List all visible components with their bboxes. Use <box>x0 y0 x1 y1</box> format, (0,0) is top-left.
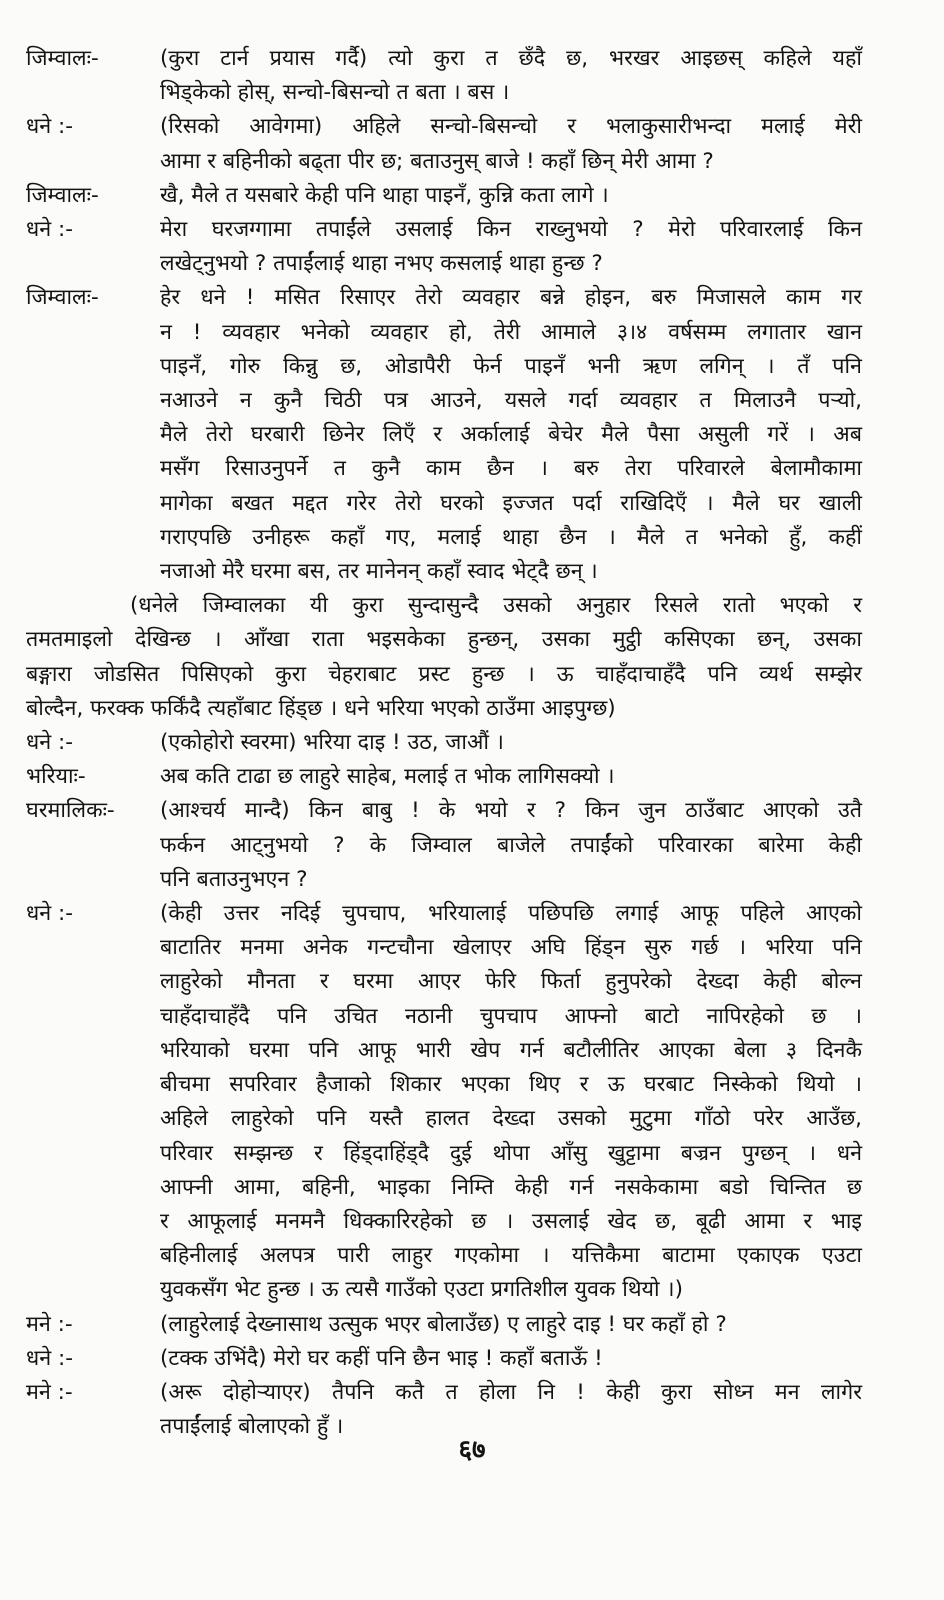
line-text: मसँग रिसाउनुपर्ने त कुनै काम छैन । बरु तेरा परिवारले बेलामौकामा <box>160 456 862 482</box>
speaker-name <box>26 487 160 521</box>
dialogue-line <box>26 760 862 794</box>
speaker-name <box>26 350 160 384</box>
dialogue-block <box>26 281 862 589</box>
speaker-name: धने :- <box>26 901 73 927</box>
dialogue-line <box>26 555 862 589</box>
line-text: (लाहुरेलाई देख्नासाथ उत्सुक भएर बोलाउँछ) ए लाहुरे दाइ ! घर कहाँ हो ? <box>160 1311 727 1337</box>
line-text: लाहुरेको मौनता र घरमा आएर फेरि फिर्ता हुनुपरेको देख्दा केही बोल्न <box>160 969 862 995</box>
line-text: बीचमा सपरिवार हैजाको शिकार भएका थिए र ऊ घरबाट निस्केको थियो । <box>160 1072 862 1098</box>
line-text: फर्कन आट्नुभयो ? के जिम्वाल बाजेले तपाईंको परिवारका बारेमा केही <box>160 832 862 858</box>
speaker-name <box>26 829 160 863</box>
line-text: न ! व्यवहार भनेको व्यवहार हो, तेरी आमाले ३।४ वर्षसम्म लगातार खान <box>160 319 862 345</box>
speaker-name <box>26 1205 160 1239</box>
direction-line: तमतमाइलो देखिन्छ । आँखा राता भइसकेका हुन्छन्, उसका मुट्ठी कसिएका छन्, उसका <box>26 627 862 653</box>
speaker-name <box>26 247 160 281</box>
line-text: लखेट्नुभयो ? तपाईंलाई थाहा नभए कसलाई थाहा हुन्छ ? <box>160 251 603 277</box>
line-text: नजाओ मेरै घरमा बस, तर मानेनन् कहाँ स्वाद भेट्दै छन् । <box>160 559 598 585</box>
dialogue-block <box>26 1308 862 1342</box>
dialogue-line <box>26 1000 862 1034</box>
speaker-name <box>26 1137 160 1171</box>
line-text: पनि बताउनुभएन ? <box>160 866 308 892</box>
dialogue-line <box>26 145 862 179</box>
line-text: मेरा घरजग्गामा तपाईंले उसलाई किन राख्नुभयो ? मेरो परिवारलाई किन <box>160 217 862 243</box>
speaker-name <box>26 555 160 589</box>
dialogue-line <box>26 247 862 281</box>
speaker-name: जिम्वालः- <box>26 46 99 71</box>
dialogue-block <box>26 760 862 794</box>
dialogue-line <box>26 965 862 999</box>
speaker-name: घरमालिकः- <box>26 798 115 824</box>
dialogue-line <box>26 897 862 931</box>
dialogue-line <box>26 179 862 213</box>
direction-line: (धनेले जिम्वालका यी कुरा सुन्दासुन्दै उसको अनुहार रिसले रातो भएको र <box>130 593 862 619</box>
line-text: आफ्नी आमा, बहिनी, भाइका निम्ति केही गर्न नसकेकामा बडो चिन्तित छ <box>160 1174 862 1200</box>
dialogue-block <box>26 110 862 178</box>
speaker-name <box>26 931 160 965</box>
speaker-name <box>26 452 160 486</box>
dialogue-line <box>26 418 862 452</box>
line-text: खै, मैले त यसबारे केही पनि थाहा पाइनँ, कुन्नि कता लागे । <box>160 182 609 208</box>
dialogue-line <box>26 487 862 521</box>
speaker-name <box>26 145 160 179</box>
speaker-name: धने :- <box>26 217 73 243</box>
dialogue-block <box>26 726 862 760</box>
speaker-name: धने :- <box>26 114 73 140</box>
dialogue-block <box>26 897 862 1307</box>
line-text: (केही उत्तर नदिई चुपचाप, भरियालाई पछिपछि लगाई आफू पहिले आएको <box>160 901 862 927</box>
line-text: तपाईंलाई बोलाएको हुँ । <box>160 1414 344 1440</box>
dialogue-line <box>26 110 862 144</box>
dialogue-line <box>26 1034 862 1068</box>
dialogue-line <box>26 452 862 486</box>
dialogue-block <box>26 794 862 897</box>
line-text: परिवार सम्झन्छ र हिंड्दाहिंड्दै दुई थोपा आँसु खुट्टामा बज्रन पुग्छन् । धने <box>160 1140 862 1166</box>
speaker-name <box>26 863 160 897</box>
speaker-name: जिम्वालः- <box>26 182 99 208</box>
speaker-name <box>26 1102 160 1136</box>
speaker-name <box>26 965 160 999</box>
direction-line: बङ्गारा जोडसित पिसिएको कुरा चेहराबाट प्रस्ट हुन्छ । ऊ चाहँदाचाहँदै पनि व्यर्थ सम्झेर <box>26 661 862 687</box>
line-text: भिड्केको होस्, सन्चो-बिसन्चो त बता । बस । <box>160 80 510 106</box>
line-text: भरियाको घरमा पनि आफू भारी खेप गर्न बटौलीतिर आएका बेला ३ दिनकै <box>160 1037 862 1063</box>
direction-line: बोल्दैन, फरक्क फर्किंदै त्यहाँबाट हिंड्छ । धने भरिया भएको ठाउँमा आइपुग्छ) <box>26 695 616 721</box>
dialogue-line <box>26 350 862 384</box>
dialogue-line <box>26 863 862 897</box>
line-text: (रिसको आवेगमा) अहिले सन्चो-बिसन्चो र भलाकुसारीभन्दा मलाई मेरी <box>160 114 862 140</box>
dialogue-line <box>26 1102 862 1136</box>
line-text: चाहँदाचाहँदै पनि उचित नठानी चुपचाप आफ्नो बाटो नापिरहेको छ । <box>160 1003 862 1029</box>
line-text: मैले तेरो घरबारी छिनेर लिएँ र अर्कालाई बेचेर मैले पैसा असुली गरें । अब <box>160 422 862 448</box>
dialogue-line <box>26 42 862 76</box>
dialogue-block <box>26 179 862 213</box>
line-text: (टक्क उभिंदै) मेरो घर कहीं पनि छैन भाइ ! कहाँ बताऊँ ! <box>160 1345 603 1371</box>
speaker-name <box>26 521 160 555</box>
line-text: र आफूलाई मनमनै धिक्कारिरहेको छ । उसलाई खेद छ, बूढी आमा र भाइ <box>160 1208 862 1234</box>
speaker-name <box>26 1000 160 1034</box>
line-text: बाटातिर मनमा अनेक गन्टचौना खेलाएर अघि हिंड्न सुरु गर्छ । भरिया पनि <box>160 935 862 961</box>
dialogue-line <box>26 316 862 350</box>
line-text: (आश्चर्य मान्दै) किन बाबु ! के भयो र ? किन जुन ठाउँबाट आएको उतै <box>160 798 862 824</box>
speaker-name: मने :- <box>26 1379 73 1405</box>
line-text: नआउने न कुनै चिठी पत्र आउने, यसले गर्दा व्यवहार त मिलाउनै पर्‍यो, <box>160 388 862 414</box>
dialogue-line <box>26 213 862 247</box>
line-text: हेर धने ! मसित रिसाएर तेरो व्यवहार बन्ने होइन, बरु मिजासले काम गर <box>160 285 862 311</box>
dialogue-line <box>26 76 862 110</box>
speaker-name <box>26 418 160 452</box>
dialogue-line <box>26 521 862 555</box>
line-text: पाइनँ, गोरु किन्नु छ, ओडापैरी फेर्न पाइनँ भनी ऋण लगिन् । तँ पनि <box>160 353 862 379</box>
dialogue-line <box>26 1205 862 1239</box>
line-text: मागेका बखत मद्दत गरेर तेरो घरको इज्जत पर्दा राखिदिएँ । मैले घर खाली <box>160 490 862 516</box>
speaker-name <box>26 1171 160 1205</box>
speaker-name <box>26 1273 160 1307</box>
dialogue-content <box>26 42 862 1444</box>
speaker-name: धने :- <box>26 730 73 756</box>
dialogue-line <box>26 1239 862 1273</box>
line-text: बहिनीलाई अलपत्र पारी लाहुर गएकोमा । यत्तिकैमा बाटामा एकाएक एउटा <box>160 1243 862 1269</box>
line-text: आमा र बहिनीको बढ्ता पीर छ; बताउनुस् बाजे ! कहाँ छिन् मेरी आमा ? <box>160 148 714 174</box>
page-number: ६७ <box>458 1435 486 1465</box>
dialogue-line <box>26 1068 862 1102</box>
line-text: गराएपछि उनीहरू कहाँ गए, मलाई थाहा छैन । मैले त भनेको हुँ, कहीं <box>160 524 862 550</box>
dialogue-line <box>26 726 862 760</box>
line-text: (कुरा टार्न प्रयास गर्दै) त्यो कुरा त छँदै छ, भरखर आइछस् कहिले यहाँ <box>160 46 862 71</box>
dialogue-line <box>26 1273 862 1307</box>
speaker-name <box>26 1068 160 1102</box>
speaker-name: जिम्वालः- <box>26 285 99 311</box>
stage-direction <box>26 589 862 726</box>
dialogue-block <box>26 213 862 281</box>
speaker-name <box>26 1034 160 1068</box>
speaker-name <box>26 316 160 350</box>
speaker-name: मने :- <box>26 1311 73 1337</box>
speaker-name: धने :- <box>26 1345 73 1371</box>
dialogue-line <box>26 281 862 315</box>
dialogue-line <box>26 384 862 418</box>
line-text: अहिले लाहुरेको पनि यस्तै हालत देख्दा उसको मुटुमा गाँठो परेर आउँछ, <box>160 1106 862 1132</box>
dialogue-line <box>26 1308 862 1342</box>
line-text: (अरू दोहोऱ्याएर) तैपनि कतै त होला नि ! केही कुरा सोध्न मन लागेर <box>160 1379 862 1405</box>
dialogue-line <box>26 794 862 828</box>
speaker-name <box>26 1239 160 1273</box>
speaker-name: भरियाः- <box>26 764 86 790</box>
line-text: युवकसँग भेट हुन्छ । ऊ त्यसै गाउँको एउटा प्रगतिशील युवक थियो ।) <box>160 1277 683 1303</box>
dialogue-line <box>26 1342 862 1376</box>
dialogue-line <box>26 1137 862 1171</box>
dialogue-line <box>26 1376 862 1410</box>
dialogue-block <box>26 42 862 110</box>
speaker-name <box>26 76 160 110</box>
line-text: (एकोहोरो स्वरमा) भरिया दाइ ! उठ, जाऔं । <box>160 730 504 756</box>
dialogue-line <box>26 1171 862 1205</box>
dialogue-block <box>26 1342 862 1376</box>
line-text: अब कति टाढा छ लाहुरे साहेब, मलाई त भोक लागिसक्यो । <box>160 764 615 790</box>
dialogue-line <box>26 829 862 863</box>
dialogue-line <box>26 931 862 965</box>
speaker-name <box>26 384 160 418</box>
